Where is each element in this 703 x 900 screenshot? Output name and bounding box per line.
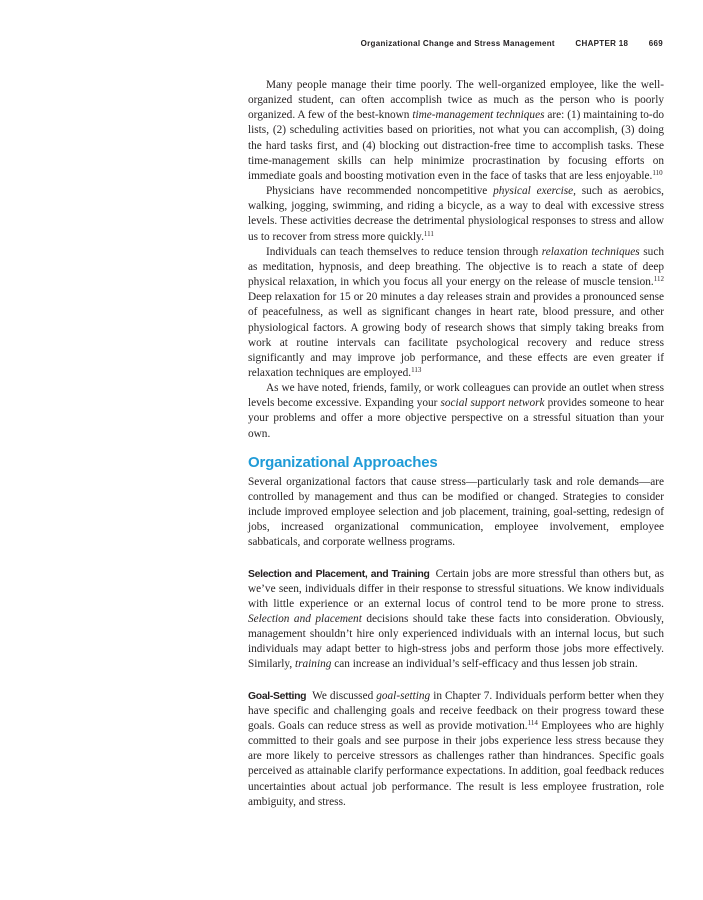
text-run: As we have noted, friends, family, or work colleagues can provide an outlet when stress levels become excessive. Expanding your: [248, 382, 664, 410]
paragraph-section-intro: Several organizational factors that cause stress—particularly task and role demands—are controlled by management and thus can be modified or changed. Strategies to consider include improved employee selection and job placement, training, goal-setting, redesign of jobs, increased organizational communication, employee involvement, employee sabbaticals, and corporate wellness programs.: [248, 475, 664, 549]
footnote-ref: 113: [411, 365, 422, 374]
key-term: social support network: [440, 397, 545, 410]
text-run: Many people manage their time poorly. The well-organized employee, like the well-organized student, can often accomplish twice as much as the person who is poorly organized. A few of the best-known: [248, 79, 664, 122]
paragraph-selection-placement: [248, 567, 664, 673]
spacer: [248, 673, 664, 689]
footnote-ref: 114: [527, 718, 538, 727]
paragraph-goal-setting: [248, 689, 664, 810]
paragraph-time-management: [248, 78, 664, 184]
text-run: can increase an individual’s self-efficacy and thus lessen job strain.: [331, 658, 638, 671]
key-term: time-management techniques: [412, 109, 545, 122]
footnote-ref: 110: [652, 168, 663, 177]
text-run: such as meditation, hypnosis, and deep breathing. The objective is to reach a state of deep physical relaxation, in which you focus all your energy on the release of muscle tension.: [248, 245, 664, 289]
paragraph-relaxation: [248, 245, 664, 381]
text-run: decisions should take these facts into consideration. Obviously, management shouldn’t hire only experienced individuals with an internal locus, but such individuals may adapt better to high-stress jobs and perform those jobs more effectively. Similarly,: [248, 613, 664, 671]
footnote-ref: 112: [653, 275, 664, 284]
section-heading: Organizational Approaches: [248, 453, 438, 471]
page-number: 669: [648, 39, 663, 48]
spacer: [248, 551, 664, 567]
key-term: relaxation techniques: [541, 245, 640, 258]
text-run: are: (1) maintaining to-do lists, (2) scheduling activities based on priorities, not what you can accomplish, (3) doing the hard tasks first, and (4) blocking out distraction-free time to accomplish tasks. These time-management skills can help minimize procrastination by focusing efforts on immediate goals and boosting motivation even in the face of tasks that are less enjoyable.: [248, 109, 664, 182]
key-term: goal-setting: [376, 689, 431, 702]
text-run: Certain jobs are more stressful than others but, as we’ve seen, individuals differ in their response to stressful situations. We know individuals with little experience or an external locus of control tend to be more prone to stress.: [248, 567, 664, 610]
key-term: training: [294, 658, 332, 671]
subheading-selection-placement: Selection and Placement, and Training: [248, 568, 430, 580]
text-run: provides someone to hear your problems and offer a more objective perspective on a stressful situation than your own.: [248, 397, 665, 440]
text-run: Deep relaxation for 15 or 20 minutes a day releases strain and provides a pronounced sense of peacefulness, as well as significant changes in heart rate, blood pressure, and other physiological factors. A growing body of research shows that simply taking breaks from work at routine intervals can facilitate psychological recovery and reduce stress significantly and may improve job performance, and these effects are even greater if relaxation techniques are employed.: [248, 291, 664, 379]
text-run: We discussed: [312, 689, 377, 702]
footnote-ref: 111: [423, 229, 434, 238]
text-run: Employees who are highly committed to their goals and see purpose in their jobs experience less stress because they are more likely to perceive stressors as challenges rather than hindrances. Specific goals perceived as attainable clarify performance expectations. In addition, goal feedback reduces uncertainties about actual job performance. The result is less employee frustration, role ambiguity, and stress.: [248, 719, 664, 808]
text-run: Physicians have recommended noncompetitive: [266, 185, 494, 198]
text-run: in Chapter 7. Individuals perform better when they have specific and challenging goals and receive feedback on their progress toward these goals. Goals can reduce stress as well as provide motivation.: [248, 689, 664, 732]
subheading-goal-setting: Goal-Setting: [248, 690, 307, 702]
running-head-title: Organizational Change and Stress Management: [360, 39, 555, 48]
paragraph-physical-exercise: [248, 184, 664, 245]
paragraph-social-support: [248, 381, 664, 442]
key-term: Selection and placement: [248, 613, 362, 625]
running-head-chapter: CHAPTER 18: [575, 39, 629, 48]
body-text: [248, 78, 664, 810]
text-run: such as aerobics, walking, jogging, swimming, and riding a bicycle, as a way to deal with excessive stress levels. These activities decrease the detrimental physiological responses to stress and allow us to recover from stress more quickly.: [248, 185, 664, 243]
text-run: Individuals can teach themselves to reduce tension through: [266, 245, 542, 258]
running-head: [361, 39, 663, 48]
key-term: physical exercise,: [493, 185, 576, 198]
